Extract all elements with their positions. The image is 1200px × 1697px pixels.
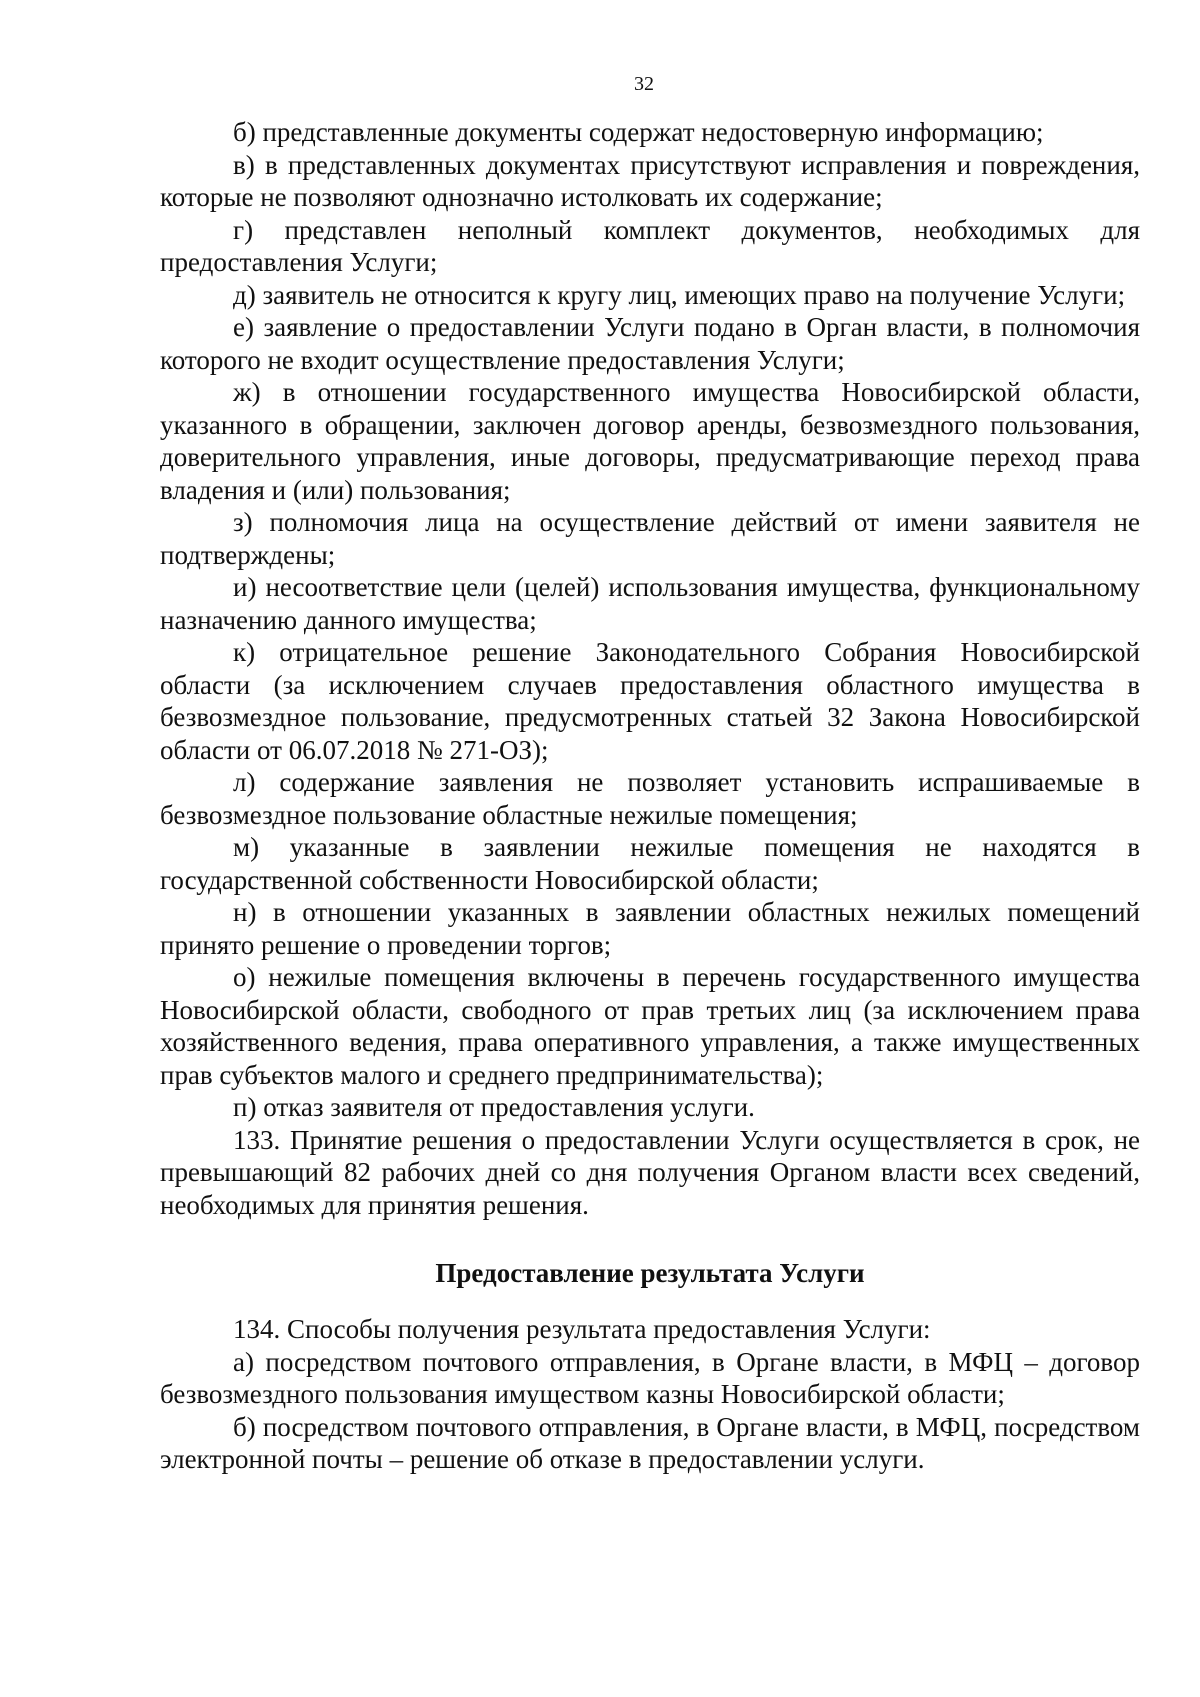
paragraph: к) отрицательное решение Законодательного Собрания Новосибирской области (за исключением случаев предоставления областного имущества в безвозмездное пользование, предусмотренных статьей 32 Закона Новосибирской области от 06.07.2018 № 271-ОЗ); [160, 637, 1140, 765]
paragraph: о) нежилые помещения включены в перечень государственного имущества Новосибирской области, свободного от прав третьих лиц (за исключением права хозяйственного ведения, права оперативного управления, а также имущественных прав субъектов малого и среднего предпринимательства); [160, 962, 1140, 1090]
section-heading: Предоставление результата Услуги [435, 1258, 865, 1288]
paragraph: е) заявление о предоставлении Услуги подано в Орган власти, в полномочия которого не входит осуществление предоставления Услуги; [160, 312, 1140, 375]
paragraph: п) отказ заявителя от предоставления услуги. [233, 1092, 755, 1122]
paragraph: м) указанные в заявлении нежилые помещения не находятся в государственной собственности Новосибирской области; [160, 832, 1140, 895]
paragraph: 134. Способы получения результата предоставления Услуги: [233, 1314, 931, 1344]
paragraph: и) несоответствие цели (целей) использования имущества, функциональному назначению данного имущества; [160, 572, 1140, 635]
paragraph: л) содержание заявления не позволяет установить испрашиваемые в безвозмездное пользование областные нежилые помещения; [160, 767, 1140, 830]
paragraph: б) посредством почтового отправления, в Органе власти, в МФЦ, посредством электронной почты – решение об отказе в предоставлении услуги. [160, 1411, 1140, 1474]
paragraph: ж) в отношении государственного имущества Новосибирской области, указанного в обращении, заключен договор аренды, безвозмездного пользования, доверительного управления, иные договоры, предусматривающие переход права владения и (или) пользования; [160, 377, 1140, 505]
paragraph: в) в представленных документах присутствуют исправления и повреждения, которые не позволяют однозначно истолковать их содержание; [160, 149, 1140, 212]
document-body [160, 116, 1140, 1476]
paragraph: а) посредством почтового отправления, в Органе власти, в МФЦ – договор безвозмездного пользования имуществом казны Новосибирской области; [160, 1346, 1140, 1409]
paragraph: з) полномочия лица на осуществление действий от имени заявителя не подтверждены; [160, 507, 1140, 570]
paragraph: д) заявитель не относится к кругу лиц, имеющих право на получение Услуги; [233, 279, 1126, 310]
paragraph: г) представлен неполный комплект документов, необходимых для предоставления Услуги; [160, 214, 1140, 277]
page-number: 32 [634, 73, 654, 95]
paragraph: б) представленные документы содержат недостоверную информацию; [233, 117, 1044, 147]
paragraph: 133. Принятие решения о предоставлении Услуги осуществляется в срок, не превышающий 82 рабочих дней со дня получения Органом власти всех сведений, необходимых для принятия решения. [160, 1124, 1140, 1220]
paragraph: н) в отношении указанных в заявлении областных нежилых помещений принято решение о проведении торгов; [160, 897, 1140, 960]
